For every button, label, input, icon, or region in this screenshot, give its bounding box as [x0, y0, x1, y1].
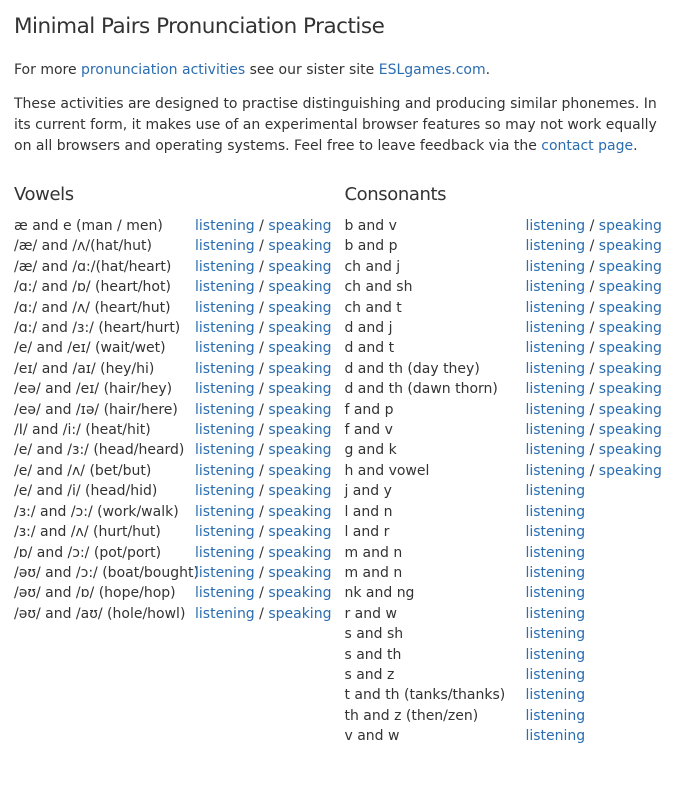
pair-label: /ɑ:/ and /ʌ/ (heart/hut): [14, 299, 171, 316]
link-separator: /: [254, 218, 269, 234]
pair-row: [344, 522, 663, 542]
listening-link[interactable]: listening: [525, 626, 586, 643]
link-separator: /: [254, 401, 269, 418]
pair-label: /æ/ and /ɑ:/(hat/heart): [14, 258, 172, 275]
pair-row: [344, 400, 663, 420]
link-separator: /: [585, 258, 599, 275]
pair-row: [344, 685, 663, 705]
speaking-link[interactable]: speaking: [268, 462, 332, 479]
speaking-link[interactable]: speaking: [598, 279, 662, 296]
speaking-link[interactable]: speaking: [598, 320, 662, 337]
link-separator: /: [254, 340, 269, 357]
pair-label: l and n: [344, 503, 393, 520]
pair-row: [344, 236, 663, 256]
pair-row: [344, 379, 663, 399]
pair-label: /əʊ/ and /aʊ/ (hole/howl): [14, 605, 186, 622]
speaking-link[interactable]: speaking: [268, 544, 332, 561]
listening-link[interactable]: listening: [195, 299, 255, 316]
pair-label: m and n: [344, 544, 403, 561]
link-separator: /: [254, 320, 269, 337]
link-separator: /: [254, 442, 269, 459]
pair-label: ch and sh: [344, 279, 413, 296]
vowels-section: [14, 182, 344, 747]
speaking-link[interactable]: speaking: [268, 381, 332, 398]
pair-label: /eə/ and /ɪə/ (hair/here): [14, 401, 178, 418]
speaking-link[interactable]: speaking: [598, 462, 662, 479]
pair-label: ch and t: [344, 299, 402, 316]
listening-link[interactable]: listening: [195, 422, 255, 439]
speaking-link[interactable]: speaking: [598, 381, 662, 398]
link-separator: /: [254, 462, 269, 479]
pair-row: [344, 298, 663, 318]
speaking-link[interactable]: speaking: [268, 585, 332, 602]
pair-label: h and vowel: [344, 462, 430, 479]
speaking-link[interactable]: speaking: [268, 279, 332, 296]
pair-label: /eə/ and /eɪ/ (hair/hey): [14, 381, 173, 398]
speaking-link[interactable]: speaking: [268, 340, 332, 357]
listening-link[interactable]: listening: [195, 503, 255, 520]
listening-link[interactable]: listening: [195, 320, 255, 337]
pair-row: [14, 236, 344, 256]
speaking-link[interactable]: speaking: [268, 360, 332, 377]
speaking-link[interactable]: speaking: [598, 422, 662, 439]
intro-suffix: .: [485, 62, 491, 78]
pair-row: [344, 563, 663, 583]
listening-link[interactable]: listening: [525, 218, 586, 234]
pair-label: s and z: [344, 666, 395, 683]
link-separator: /: [585, 320, 599, 337]
pair-row: [14, 379, 344, 399]
pair-row: [14, 481, 344, 501]
vowels-list: [14, 216, 344, 624]
pair-label: d and th (day they): [344, 360, 480, 377]
description-suffix: .: [633, 138, 638, 154]
listening-link[interactable]: listening: [525, 544, 586, 561]
listening-link[interactable]: listening: [525, 279, 586, 296]
pair-label: /e/ and /ɜ:/ (head/heard): [14, 442, 185, 459]
listening-link[interactable]: listening: [525, 564, 586, 581]
link-separator: /: [254, 299, 269, 316]
listening-link[interactable]: listening: [525, 524, 586, 541]
pair-row: [14, 543, 344, 563]
pair-label: s and sh: [344, 626, 404, 643]
listening-link[interactable]: listening: [525, 422, 586, 439]
pair-row: [14, 440, 344, 460]
description-text: These activities are designed to practise distinguishing and producing similar phonemes. In its current form, it makes use of an experimental browser features so may not work equally on all browsers and operating systems. Feel free to leave feedback via the: [14, 96, 657, 154]
pair-label: /ɜ:/ and /ʌ/ (hurt/hut): [14, 524, 161, 541]
pair-label: l and r: [344, 524, 390, 541]
listening-link[interactable]: listening: [195, 605, 255, 622]
speaking-link[interactable]: speaking: [598, 340, 662, 357]
pair-label: f and v: [344, 422, 393, 439]
pair-row: [344, 257, 663, 277]
pair-label: /ɑ:/ and /ɒ/ (heart/hot): [14, 279, 171, 296]
pair-label: /ɒ/ and /ɔ:/ (pot/port): [14, 544, 162, 561]
pair-row: [14, 522, 344, 542]
speaking-link[interactable]: speaking: [598, 401, 662, 418]
pair-label: /æ/ and /ʌ/(hat/hut): [14, 238, 152, 255]
link-separator: /: [254, 258, 269, 275]
pair-row: [14, 420, 344, 440]
vowels-heading: Vowels: [14, 184, 74, 205]
listening-link[interactable]: listening: [195, 360, 255, 377]
listening-link[interactable]: listening: [195, 524, 255, 541]
link-separator: /: [254, 422, 269, 439]
pair-row: [14, 461, 344, 481]
listening-link[interactable]: listening: [195, 340, 255, 357]
pair-label: d and t: [344, 340, 395, 357]
speaking-link[interactable]: speaking: [268, 564, 332, 581]
pair-row: [14, 318, 344, 338]
pair-row: [344, 543, 663, 563]
listening-link[interactable]: listening: [525, 381, 586, 398]
speaking-link[interactable]: speaking: [268, 605, 332, 622]
speaking-link[interactable]: speaking: [598, 442, 662, 459]
pair-row: [344, 706, 663, 726]
pair-row: [14, 338, 344, 358]
pair-row: [344, 461, 663, 481]
listening-link[interactable]: listening: [195, 218, 255, 234]
pair-label: g and k: [344, 442, 397, 459]
speaking-link[interactable]: speaking: [268, 238, 332, 255]
pair-row: [14, 400, 344, 420]
speaking-link[interactable]: speaking: [598, 360, 662, 377]
speaking-link[interactable]: speaking: [598, 218, 662, 234]
pair-row: [344, 359, 663, 379]
listening-link[interactable]: listening: [525, 462, 586, 479]
pair-row: [14, 563, 344, 583]
columns: [14, 182, 663, 747]
pronunciation-activities-link[interactable]: pronunciation activities: [81, 62, 246, 78]
speaking-link[interactable]: speaking: [268, 503, 332, 520]
listening-link[interactable]: listening: [195, 238, 255, 255]
listening-link[interactable]: listening: [195, 462, 255, 479]
speaking-link[interactable]: speaking: [598, 238, 662, 255]
pair-label: b and p: [344, 238, 398, 255]
link-separator: /: [254, 360, 269, 377]
link-separator: /: [254, 524, 269, 541]
eslgames-link[interactable]: ESLgames.com: [378, 62, 486, 78]
listening-link[interactable]: listening: [195, 279, 255, 296]
listening-link[interactable]: listening: [525, 483, 586, 500]
listening-link[interactable]: listening: [525, 258, 586, 275]
listening-link[interactable]: listening: [525, 707, 586, 724]
pair-label: nk and ng: [344, 585, 415, 602]
pair-label: /ɑ:/ and /ɜ:/ (heart/hurt): [14, 320, 181, 337]
pair-label: t and th (tanks/thanks): [344, 687, 506, 704]
page-title: Minimal Pairs Pronunciation Practise: [14, 14, 385, 39]
link-separator: /: [585, 279, 599, 296]
speaking-link[interactable]: speaking: [268, 218, 332, 234]
speaking-link[interactable]: speaking: [268, 401, 332, 418]
listening-link[interactable]: listening: [525, 687, 586, 704]
speaking-link[interactable]: speaking: [268, 258, 332, 275]
pair-row: [344, 216, 663, 236]
listening-link[interactable]: listening: [525, 666, 586, 683]
pair-label: v and w: [344, 728, 400, 745]
pair-row: [344, 645, 663, 665]
speaking-link[interactable]: speaking: [598, 299, 662, 316]
link-separator: /: [254, 381, 269, 398]
consonants-list: [344, 216, 663, 747]
pair-row: [344, 338, 663, 358]
pair-label: æ and e (man / men): [14, 218, 163, 234]
pair-label: b and v: [344, 218, 397, 234]
link-separator: /: [585, 238, 599, 255]
consonants-heading: Consonants: [344, 184, 447, 205]
pair-row: [344, 604, 663, 624]
pair-row: [14, 257, 344, 277]
pair-row: [14, 277, 344, 297]
speaking-link[interactable]: speaking: [268, 483, 332, 500]
pair-row: [14, 583, 344, 603]
pair-label: d and j: [344, 320, 393, 337]
listening-link[interactable]: listening: [525, 401, 586, 418]
intro-paragraph: [14, 60, 663, 81]
speaking-link[interactable]: speaking: [268, 442, 332, 459]
link-separator: /: [585, 360, 599, 377]
pair-label: /e/ and /i/ (head/hid): [14, 483, 158, 500]
pair-row: [344, 440, 663, 460]
link-separator: /: [585, 381, 599, 398]
pair-label: d and th (dawn thorn): [344, 381, 498, 398]
link-separator: /: [585, 299, 599, 316]
pair-row: [344, 665, 663, 685]
listening-link[interactable]: listening: [525, 320, 586, 337]
pair-row: [344, 277, 663, 297]
pair-row: [344, 583, 663, 603]
listening-link[interactable]: listening: [525, 360, 586, 377]
listening-link[interactable]: listening: [525, 728, 586, 745]
pair-label: s and th: [344, 646, 402, 663]
listening-link[interactable]: listening: [195, 442, 255, 459]
link-separator: /: [254, 544, 269, 561]
pair-label: /eɪ/ and /aɪ/ (hey/hi): [14, 360, 155, 377]
listening-link[interactable]: listening: [525, 646, 586, 663]
pair-row: [344, 420, 663, 440]
pair-label: /e/ and /eɪ/ (wait/wet): [14, 340, 166, 357]
listening-link[interactable]: listening: [525, 299, 586, 316]
link-separator: /: [254, 483, 269, 500]
link-separator: /: [585, 340, 599, 357]
listening-link[interactable]: listening: [525, 238, 586, 255]
speaking-link[interactable]: speaking: [268, 422, 332, 439]
speaking-link[interactable]: speaking: [268, 320, 332, 337]
pair-row: [14, 298, 344, 318]
pair-label: f and p: [344, 401, 394, 418]
listening-link[interactable]: listening: [525, 585, 586, 602]
pair-label: m and n: [344, 564, 403, 581]
listening-link[interactable]: listening: [195, 401, 255, 418]
speaking-link[interactable]: speaking: [268, 524, 332, 541]
pair-label: j and y: [344, 483, 392, 500]
pair-row: [14, 604, 344, 624]
link-separator: /: [254, 564, 269, 581]
pair-row: [344, 318, 663, 338]
pair-label: r and w: [344, 605, 397, 622]
listening-link[interactable]: listening: [195, 483, 255, 500]
contact-page-link[interactable]: contact page: [541, 138, 634, 154]
link-separator: /: [254, 503, 269, 520]
listening-link[interactable]: listening: [525, 605, 586, 622]
pair-row: [344, 624, 663, 644]
pair-label: ch and j: [344, 258, 401, 275]
pair-row: [344, 502, 663, 522]
pair-row: [344, 726, 663, 746]
link-separator: /: [585, 218, 599, 234]
listening-link[interactable]: listening: [525, 503, 586, 520]
pair-label: /e/ and /ʌ/ (bet/but): [14, 462, 152, 479]
intro-prefix: For more: [14, 62, 82, 78]
link-separator: /: [254, 585, 269, 602]
pair-label: /əʊ/ and /ɒ/ (hope/hop): [14, 585, 176, 602]
link-separator: /: [585, 422, 599, 439]
listening-link[interactable]: listening: [195, 381, 255, 398]
consonants-section: [344, 182, 663, 747]
link-separator: /: [585, 462, 599, 479]
description-paragraph: [14, 94, 663, 157]
pair-row: [344, 481, 663, 501]
speaking-link[interactable]: speaking: [268, 299, 332, 316]
pair-row: [14, 216, 344, 236]
link-separator: /: [254, 279, 269, 296]
pair-row: [14, 502, 344, 522]
listening-link[interactable]: listening: [195, 544, 255, 561]
pair-label: /ɜ:/ and /ɔ:/ (work/walk): [14, 503, 179, 520]
link-separator: /: [585, 401, 599, 418]
link-separator: /: [254, 605, 269, 622]
speaking-link[interactable]: speaking: [598, 258, 662, 275]
intro-middle: see our sister site: [245, 62, 379, 78]
pair-row: [14, 359, 344, 379]
pair-label: /əʊ/ and /ɔ:/ (boat/bought): [14, 564, 199, 581]
listening-link[interactable]: listening: [195, 258, 255, 275]
pair-label: /I/ and /i:/ (heat/hit): [14, 422, 151, 439]
link-separator: /: [254, 238, 269, 255]
link-separator: /: [585, 442, 599, 459]
listening-link[interactable]: listening: [195, 585, 255, 602]
pair-label: th and z (then/zen): [344, 707, 479, 724]
listening-link[interactable]: listening: [525, 340, 586, 357]
listening-link[interactable]: listening: [195, 564, 255, 581]
listening-link[interactable]: listening: [525, 442, 586, 459]
